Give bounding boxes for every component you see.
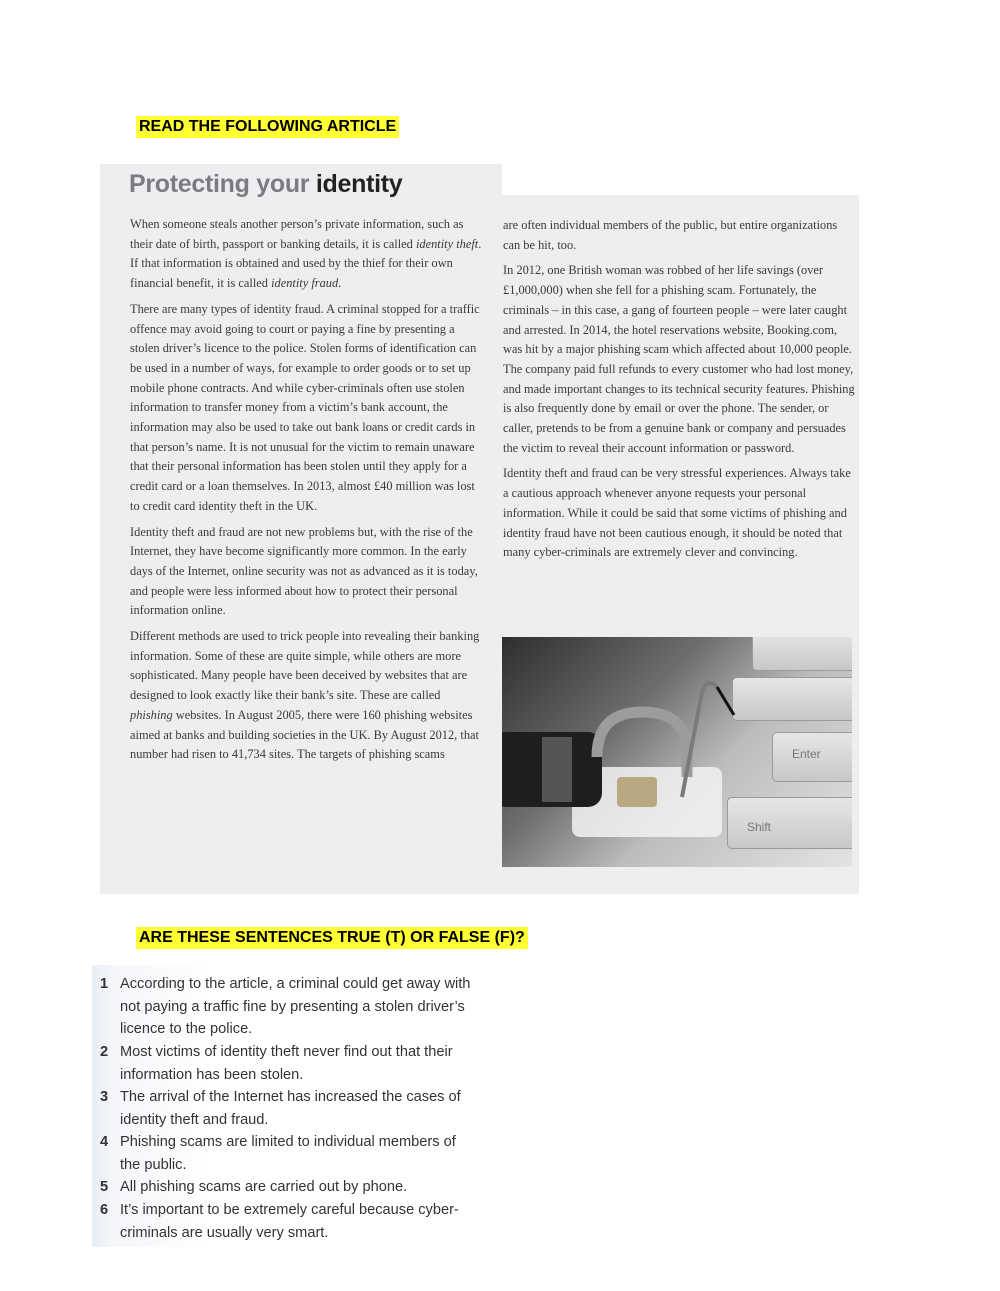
article-paragraph: Identity theft and fraud are not new problems but, with the rise of the Internet, they have become significantly more common. In the early days of the Internet, online security was not as advanced as it is today, and people were less informed about how to protect their personal information online.	[130, 524, 478, 618]
photo-caption-strip	[502, 867, 852, 889]
question-number: 2	[100, 1044, 109, 1060]
article-column-left	[130, 215, 482, 771]
question-list	[92, 965, 492, 1247]
question-text: According to the article, a criminal could get away with not paying a traffic fine by presenting a stolen driver’s licence to the police.	[120, 976, 471, 1037]
question-item	[100, 973, 480, 1041]
article-paragraph: Identity theft and fraud can be very stressful experiences. Always take a cautious approach whenever anyone requests your personal information. While it could be said that some victims of phishing and identity fraud have not been cautious enough, it should be noted that many cyber-criminals are extremely clever and convincing.	[503, 466, 851, 560]
enter-key-label: Enter	[792, 747, 821, 761]
question-text: All phishing scams are carried out by phone.	[120, 1179, 408, 1195]
question-number: 5	[100, 1179, 109, 1195]
article-paragraph: When someone steals another person’s private information, such as their date of birth, passport or banking details, it is called identity theft. If that information is obtained and used by the thief for their own financial benefit, it is called identity fraud.	[130, 217, 482, 291]
article-title	[129, 170, 402, 199]
question-text: Most victims of identity theft never find out that their information has been stolen.	[120, 1044, 453, 1083]
term-identity-theft: identity theft	[415, 236, 479, 251]
padlock-keyboard-photo	[502, 637, 852, 867]
true-false-heading: ARE THESE SENTENCES TRUE (T) OR FALSE (F)?	[136, 927, 528, 949]
article-paragraph: are often individual members of the public, but entire organizations can be hit, too.	[503, 218, 838, 252]
question-number: 4	[100, 1134, 109, 1150]
article-paragraph: There are many types of identity fraud. A criminal stopped for a traffic offence may avoid going to court or paying a fine by presenting a stolen driver’s licence to the police. Stolen forms of identification can be used in a number of ways, for example to order goods or to set up mobile phone contracts. And while cyber-criminals often use stolen information to transfer money from a victim’s bank account, the information may also be used to take out bank loans or credit cards in that person’s name. It is not unusual for the victim to remain unaware that their personal information has been stolen until they apply for a credit card or a loan themselves. In 2013, almost £40 million was lost to credit card identity theft in the UK.	[130, 301, 480, 513]
question-text: The arrival of the Internet has increased the cases of identity theft and fraud.	[120, 1089, 461, 1128]
question-item	[100, 1199, 480, 1244]
question-item	[100, 1131, 480, 1176]
question-item	[100, 1041, 480, 1086]
read-article-heading: READ THE FOLLOWING ARTICLE	[136, 116, 399, 138]
question-number: 3	[100, 1089, 109, 1105]
question-number: 1	[100, 976, 109, 992]
padlock-hook-icon	[502, 637, 852, 867]
article-column-right	[503, 216, 855, 569]
question-item	[100, 1176, 480, 1199]
term-phishing: phishing	[130, 707, 173, 722]
question-number: 6	[100, 1202, 109, 1218]
question-text: Phishing scams are limited to individual members of the public.	[120, 1134, 456, 1173]
question-item	[100, 1086, 480, 1131]
question-text: It’s important to be extremely careful because cyber-criminals are usually very smart.	[120, 1202, 459, 1241]
term-identity-fraud: identity fraud	[271, 276, 339, 291]
article-paragraph: In 2012, one British woman was robbed of her life savings (over £1,000,000) when she fell for a phishing scam. Fortunately, the criminals – in this case, a gang of fourteen people – were later caught and arrested. In 2014, the hotel reservations website, Booking.com, was hit by a major phishing scam which affected about 10,000 people. The company paid full refunds to every customer who had lost money, and made important changes to its technical security features. Phishing is also frequently done by email or over the phone. The sender, or caller, pretends to be from a genuine bank or company and persuades the victim to reveal their account information or password.	[503, 263, 855, 455]
article-title-light: Protecting your	[129, 170, 310, 198]
article-title-dark: identity	[315, 170, 403, 198]
shift-key-label: Shift	[747, 820, 772, 834]
article-paragraph: Different methods are used to trick people into revealing their banking information. Some of these are quite simple, while others are more sophisticated. Many people have been deceived by websites that are designed to look exactly like their bank’s site. These are called phishing websites. In August 2005, there were 160 phishing websites aimed at banks and building societies in the UK. By August 2012, that number had risen to 41,734 sites. The targets of phishing scams	[130, 629, 480, 762]
